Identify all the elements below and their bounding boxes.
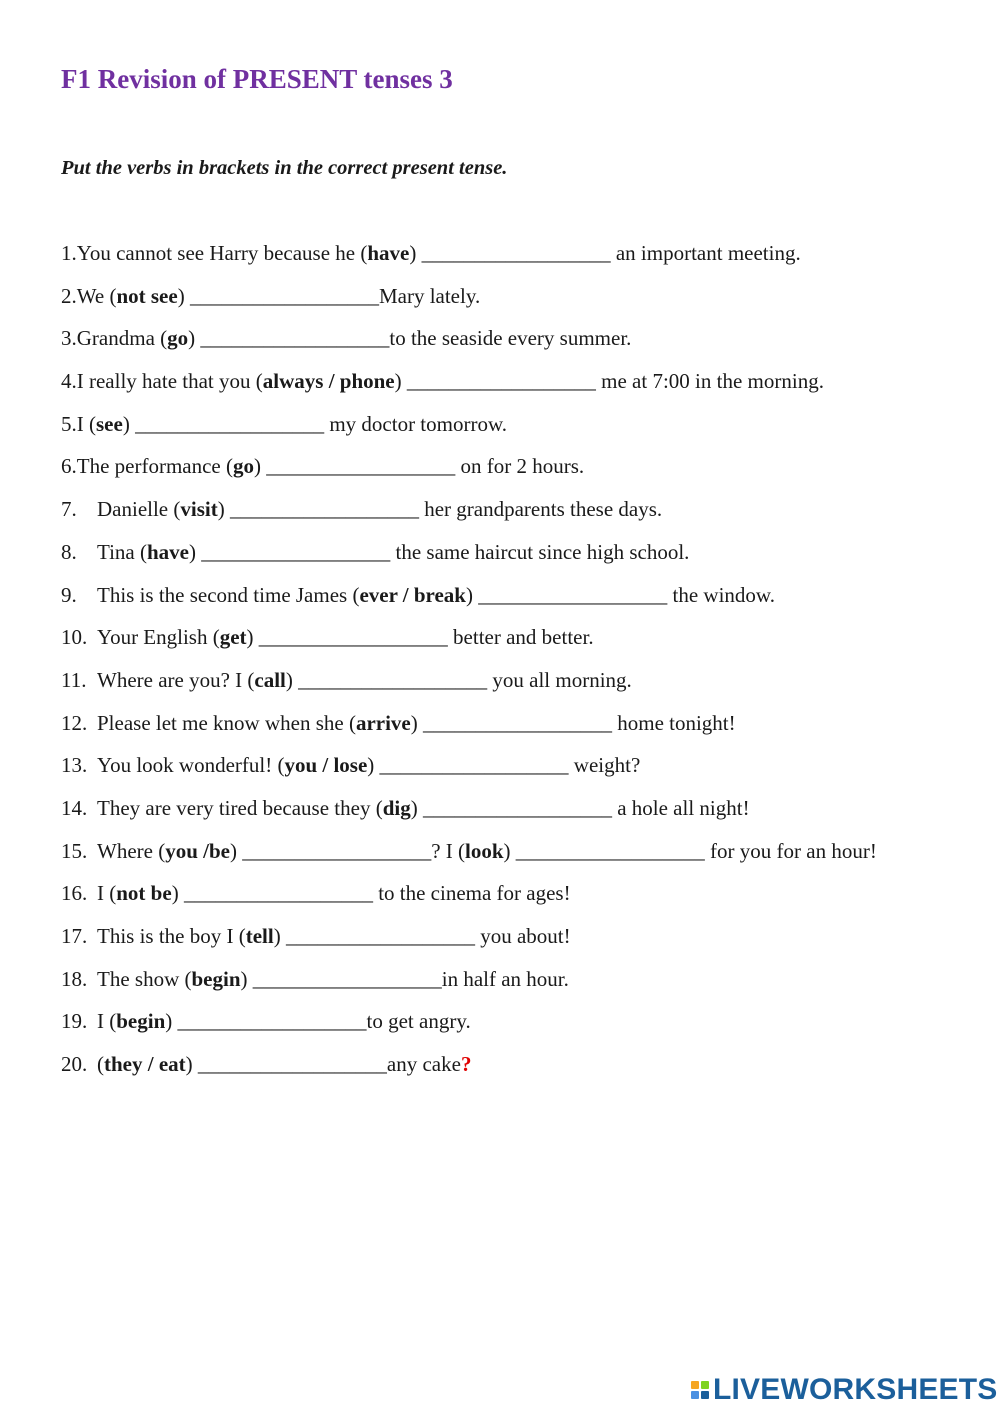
answer-blank[interactable]: __________________ [285, 924, 475, 948]
verb-hint: you / lose [284, 753, 368, 778]
exercise-item-19 [61, 1007, 941, 1036]
exercise-number: 18. [61, 966, 88, 991]
answer-blank[interactable]: __________________ [135, 411, 325, 436]
answer-blank[interactable]: __________________ [189, 283, 379, 308]
verb-hint: always / phone [262, 369, 395, 394]
answer-blank[interactable]: __________________ [201, 539, 391, 564]
exercise-number: 19. [61, 1009, 88, 1034]
answer-blank[interactable]: __________________ [200, 326, 390, 351]
verb-hint: see [96, 411, 123, 436]
exercise-item-17 [61, 922, 941, 951]
answer-blank[interactable]: __________________ [422, 710, 612, 735]
answer-blank[interactable]: __________________ [478, 582, 668, 607]
exercise-item-20 [61, 1050, 941, 1079]
exercise-item-2 [61, 282, 941, 311]
exercise-number: 8. [61, 539, 77, 564]
exercise-item-16 [61, 879, 941, 908]
verb-hint: they / eat [104, 1052, 186, 1077]
verb-hint: go [167, 326, 189, 351]
exercise-number: 17. [61, 924, 88, 948]
verb-hint: call [254, 667, 286, 692]
exercise-number: 3. [61, 326, 77, 351]
exercise-number: 12. [61, 710, 88, 735]
exercise-item-9 [61, 581, 941, 610]
question-mark: ? [460, 1052, 472, 1077]
exercise-item-13 [61, 751, 941, 780]
verb-hint: visit [180, 497, 218, 522]
exercise-number: 14. [61, 795, 88, 820]
exercise-number: 20. [61, 1052, 88, 1077]
exercise-sentence: Tina (have) __________________ the same haircut since high school. [97, 539, 690, 564]
exercise-sentence: Your English (get) __________________ better and better. [97, 625, 594, 650]
answer-blank[interactable]: __________________ [177, 1009, 367, 1034]
exercise-sentence: You cannot see Harry because he (have) __________________ an important meeting. [76, 241, 801, 265]
exercise-sentence: Grandma (go) __________________to the seaside every summer. [76, 326, 632, 351]
liveworksheets-logo[interactable] [691, 1373, 998, 1407]
exercise-sentence: Where (you /be) __________________? I (look) __________________ for you for an hour! [97, 838, 877, 863]
verb-hint: not see [116, 283, 178, 308]
logo-square [691, 1391, 699, 1399]
verb-hint: have [367, 241, 410, 265]
exercise-item-4 [61, 367, 941, 396]
answer-blank[interactable]: __________________ [183, 881, 373, 906]
exercise-item-5 [61, 410, 941, 439]
logo-text: LIVEWORKSHEETS [713, 1373, 998, 1406]
exercise-number: 15. [61, 838, 88, 863]
exercise-item-11 [61, 666, 941, 695]
answer-blank[interactable]: __________________ [229, 497, 419, 522]
answer-blank[interactable]: __________________ [197, 1052, 387, 1077]
exercise-sentence: We (not see) __________________Mary lately. [76, 283, 481, 308]
exercise-number: 2. [61, 283, 77, 308]
answer-blank[interactable]: __________________ [422, 795, 612, 820]
exercise-sentence: The performance (go) __________________ on for 2 hours. [76, 454, 585, 479]
exercise-item-14 [61, 794, 941, 823]
exercise-number: 1. [61, 241, 77, 265]
exercise-item-18 [61, 965, 941, 994]
exercise-sentence: This is the boy I (tell) __________________ you about! [97, 924, 571, 948]
exercise-number: 4. [61, 369, 77, 394]
exercise-item-15 [61, 837, 941, 866]
answer-blank[interactable]: __________________ [379, 753, 569, 778]
verb-hint: tell [245, 924, 274, 948]
exercise-item-7 [61, 495, 941, 524]
exercise-sentence: I (begin) __________________to get angry. [97, 1009, 471, 1034]
answer-blank[interactable]: __________________ [298, 667, 488, 692]
logo-square [701, 1381, 709, 1389]
exercise-number: 5. [61, 411, 77, 436]
exercise-item-3 [61, 324, 941, 353]
exercise-sentence: I (not be) __________________ to the cinema for ages! [97, 881, 571, 906]
exercise-number: 13. [61, 753, 88, 778]
exercise-number: 6. [61, 454, 77, 479]
exercise-number: 9. [61, 582, 77, 607]
exercise-number: 10. [61, 625, 88, 650]
exercise-sentence: You look wonderful! (you / lose) __________________ weight? [97, 753, 641, 778]
exercise-item-8 [61, 538, 941, 567]
verb-hint: dig [382, 795, 411, 820]
exercise-list [61, 239, 941, 1093]
answer-blank[interactable]: __________________ [252, 966, 442, 991]
exercise-sentence: (they / eat) __________________any cake? [97, 1052, 472, 1077]
verb-hint: go [233, 454, 254, 479]
verb-hint: arrive [355, 710, 411, 735]
exercise-number: 16. [61, 881, 88, 906]
logo-square [691, 1381, 699, 1389]
verb-hint: begin [116, 1009, 166, 1034]
exercise-item-6 [61, 452, 941, 481]
answer-blank[interactable]: __________________ [266, 454, 456, 479]
exercise-item-12 [61, 709, 941, 738]
exercise-number: 7. [61, 497, 77, 522]
exercise-sentence: Please let me know when she (arrive) __________________ home tonight! [97, 710, 736, 735]
answer-blank[interactable]: __________________ [406, 369, 596, 394]
exercise-item-1 [61, 239, 941, 268]
verb-hint: look [465, 838, 504, 863]
answer-blank[interactable]: __________________ [421, 241, 611, 265]
answer-blank[interactable]: __________________ [515, 838, 705, 863]
page-title: F1 Revision of PRESENT tenses 3 [61, 64, 453, 94]
exercise-sentence: Danielle (visit) __________________ her grandparents these days. [97, 497, 663, 522]
exercise-number: 11. [61, 667, 87, 692]
verb-hint: ever / break [359, 582, 466, 607]
verb-hint: begin [191, 966, 241, 991]
verb-hint: not be [116, 881, 172, 906]
exercise-item-10 [61, 623, 941, 652]
answer-blank[interactable]: __________________ [258, 625, 448, 650]
logo-square [701, 1391, 709, 1399]
exercise-sentence: Where are you? I (call) __________________ you all morning. [97, 667, 632, 692]
exercise-sentence: The show (begin) __________________in half an hour. [97, 966, 569, 991]
exercise-sentence: This is the second time James (ever / break) __________________ the window. [97, 582, 775, 607]
exercise-sentence: I really hate that you (always / phone) __________________ me at 7:00 in the morning. [76, 369, 824, 394]
liveworksheets-logo-icon [691, 1381, 709, 1399]
answer-blank[interactable]: __________________ [242, 838, 432, 863]
verb-hint: have [147, 539, 189, 564]
verb-hint: you /be [165, 838, 230, 863]
verb-hint: get [219, 625, 247, 650]
exercise-sentence: I (see) __________________ my doctor tomorrow. [76, 411, 508, 436]
instruction-text: Put the verbs in brackets in the correct present tense. [61, 157, 508, 179]
exercise-sentence: They are very tired because they (dig) __________________ a hole all night! [97, 795, 750, 820]
